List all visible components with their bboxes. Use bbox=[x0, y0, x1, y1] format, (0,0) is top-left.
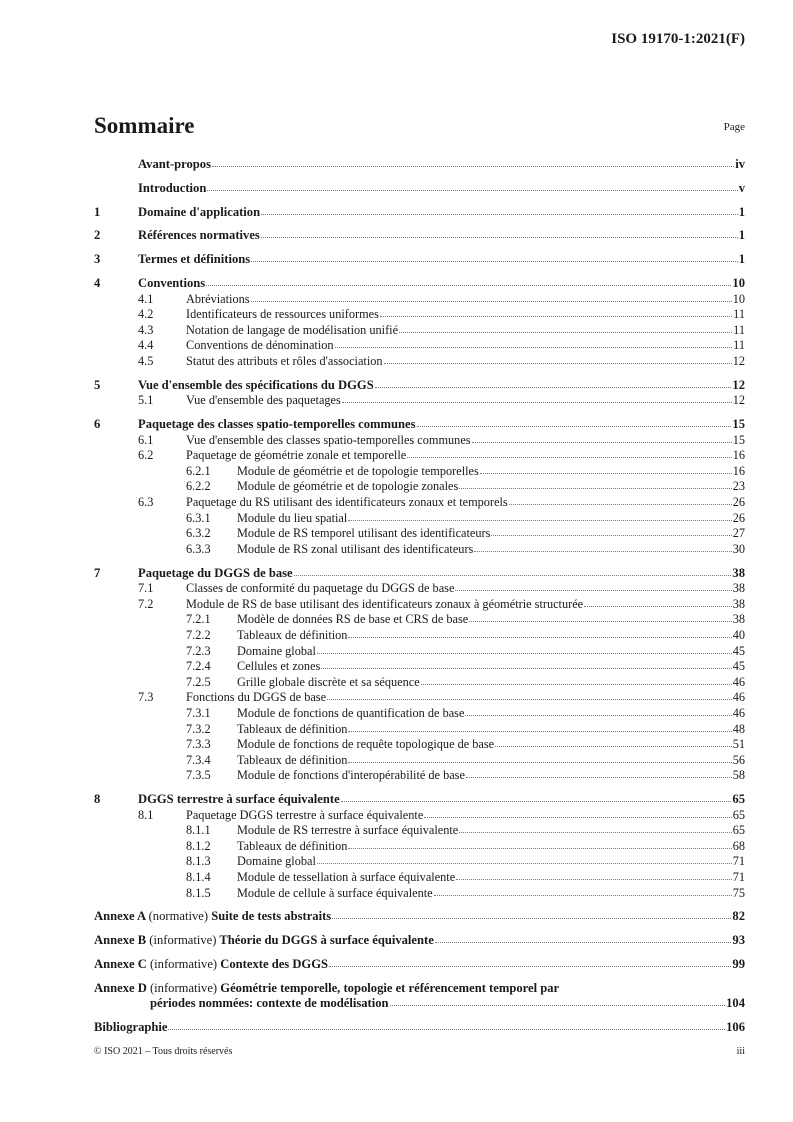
section-number: 7.2.1 bbox=[186, 612, 211, 627]
dot-leader bbox=[495, 736, 732, 747]
page-ref: 38 bbox=[732, 596, 745, 611]
section-title[interactable]: Module de cellule à surface équivalente bbox=[237, 885, 433, 900]
toc-entry[interactable] bbox=[94, 854, 745, 870]
dot-leader bbox=[294, 565, 732, 576]
section-title[interactable]: Tableaux de définition bbox=[237, 752, 348, 767]
page-ref: 58 bbox=[732, 768, 745, 783]
toc-entry[interactable] bbox=[94, 181, 745, 197]
toc-entry[interactable] bbox=[94, 870, 745, 886]
page-ref: 75 bbox=[732, 885, 745, 900]
page-ref: 10 bbox=[732, 275, 745, 290]
section-title[interactable]: Modèle de données RS de base et CRS de base bbox=[237, 612, 469, 627]
dot-leader bbox=[335, 337, 733, 348]
section-title[interactable]: Paquetage de géométrie zonale et temporelle bbox=[186, 448, 407, 463]
section-number: 7.3.4 bbox=[186, 752, 211, 767]
section-title[interactable]: Paquetage du RS utilisant des identificateurs zonaux et temporels bbox=[186, 495, 508, 509]
toc-entry[interactable] bbox=[94, 292, 745, 308]
annex-heading[interactable] bbox=[94, 909, 331, 925]
section-title[interactable]: Conventions de dénomination bbox=[186, 338, 334, 353]
section-title[interactable]: Abréviations bbox=[186, 291, 250, 306]
dot-leader bbox=[407, 447, 731, 458]
section-number: 5.1 bbox=[138, 393, 154, 408]
dot-leader bbox=[207, 180, 737, 191]
annex-label: Annexe D bbox=[94, 980, 147, 995]
annex-title: Théorie du DGGS à surface équivalente bbox=[219, 933, 434, 948]
dot-leader bbox=[472, 432, 732, 443]
annex-line bbox=[94, 933, 745, 949]
dot-leader bbox=[480, 463, 732, 474]
dot-leader bbox=[465, 705, 731, 716]
toc-entry[interactable] bbox=[94, 307, 745, 323]
page-ref: 1 bbox=[738, 252, 745, 267]
section-title[interactable]: Cellules et zones bbox=[237, 659, 321, 674]
annex-heading[interactable] bbox=[94, 981, 559, 997]
toc-entry[interactable] bbox=[94, 276, 745, 292]
section-number: 4.3 bbox=[138, 322, 154, 337]
annex-title: Suite de tests abstraits bbox=[211, 909, 332, 924]
section-number: 7.3.1 bbox=[186, 705, 211, 720]
section-number: 4 bbox=[94, 275, 101, 290]
section-number: 6 bbox=[94, 417, 101, 432]
annex-line bbox=[94, 909, 745, 925]
section-title[interactable]: Module de RS de base utilisant des identificateurs zonaux à géométrie structurée bbox=[186, 596, 584, 611]
page-ref: 38 bbox=[732, 565, 745, 580]
toc-entry[interactable] bbox=[94, 495, 745, 511]
dot-leader bbox=[261, 227, 738, 238]
section-title[interactable]: Module de fonctions d'interopérabilité de base bbox=[237, 768, 465, 783]
page-ref: 1 bbox=[738, 228, 745, 243]
page-ref: 16 bbox=[732, 463, 745, 478]
dot-leader bbox=[342, 392, 732, 403]
toc-entry[interactable] bbox=[94, 768, 745, 784]
toc-entry[interactable] bbox=[94, 706, 745, 722]
section-number: 8.1.2 bbox=[186, 838, 211, 853]
page-ref: 26 bbox=[732, 510, 745, 525]
section-number: 8.1.3 bbox=[186, 854, 211, 869]
dot-leader bbox=[455, 580, 731, 591]
page-title: Sommaire bbox=[94, 113, 195, 138]
section-number: 6.3 bbox=[138, 495, 154, 509]
page-ref: 27 bbox=[732, 526, 745, 541]
dot-leader bbox=[329, 956, 731, 967]
page-ref: 48 bbox=[732, 721, 745, 736]
section-number: 8.1.5 bbox=[186, 885, 211, 900]
dot-leader bbox=[251, 291, 732, 302]
page-ref: 51 bbox=[732, 737, 745, 752]
page-ref: 93 bbox=[732, 933, 745, 948]
dot-leader bbox=[384, 353, 732, 364]
page-ref: 82 bbox=[732, 909, 745, 924]
dot-leader bbox=[317, 853, 732, 864]
page-ref: 15 bbox=[732, 432, 745, 447]
section-title[interactable]: Conventions bbox=[138, 275, 206, 290]
section-number: 7.1 bbox=[138, 581, 154, 596]
page-ref: 65 bbox=[732, 792, 745, 807]
section-number: 3 bbox=[94, 252, 101, 267]
section-title[interactable]: Grille globale discrète et sa séquence bbox=[237, 674, 420, 689]
section-number: 7 bbox=[94, 565, 101, 580]
page-ref: iv bbox=[735, 157, 745, 171]
dot-leader bbox=[435, 932, 732, 943]
section-number: 8.1 bbox=[138, 807, 154, 822]
section-title[interactable]: Domaine d'application bbox=[138, 204, 261, 219]
toc-entry[interactable] bbox=[94, 792, 745, 808]
dot-leader bbox=[469, 611, 732, 622]
section-title[interactable]: Vue d'ensemble des paquetages bbox=[186, 393, 341, 408]
dot-leader bbox=[348, 838, 731, 849]
section-number: 7.3.5 bbox=[186, 768, 211, 783]
section-title[interactable]: Module de RS temporel utilisant des identificateurs bbox=[237, 526, 491, 541]
page-number: iii bbox=[736, 1046, 745, 1057]
section-title[interactable]: Module de fonctions de requête topologique de base bbox=[237, 737, 495, 752]
page-ref: 71 bbox=[732, 870, 745, 885]
section-title[interactable]: Module de tessellation à surface équivalente bbox=[237, 870, 456, 885]
toc-entry[interactable] bbox=[94, 722, 745, 738]
annex-label: Annexe B bbox=[94, 933, 147, 948]
section-number: 7.2.2 bbox=[186, 627, 211, 642]
section-title[interactable]: Module de RS zonal utilisant des identificateurs bbox=[237, 541, 474, 556]
section-number: 7.2 bbox=[138, 596, 154, 611]
copyright-notice: © ISO 2021 – Tous droits réservés bbox=[94, 1046, 233, 1057]
section-number: 6.1 bbox=[138, 432, 154, 447]
toc-entry[interactable] bbox=[94, 612, 745, 628]
dot-leader bbox=[348, 627, 731, 638]
dot-leader bbox=[375, 377, 732, 388]
section-title[interactable]: Tableaux de définition bbox=[237, 838, 348, 853]
table-of-contents bbox=[94, 157, 745, 1036]
page-ref: 11 bbox=[733, 307, 745, 322]
toc-entry[interactable] bbox=[94, 659, 745, 675]
toc-entry[interactable] bbox=[94, 823, 745, 839]
dot-leader bbox=[509, 494, 732, 505]
toc-entry[interactable] bbox=[94, 597, 745, 613]
page-ref: 11 bbox=[733, 338, 745, 353]
section-number: 4.4 bbox=[138, 338, 154, 353]
page-ref: 71 bbox=[732, 854, 745, 869]
annex-line bbox=[94, 981, 745, 997]
annex-entry[interactable] bbox=[94, 957, 745, 973]
section-number: 8.1.1 bbox=[186, 823, 211, 838]
toc-entry[interactable] bbox=[94, 393, 745, 409]
section-number: 6.2 bbox=[138, 448, 154, 463]
page-ref: 65 bbox=[732, 823, 745, 838]
toc-entry[interactable] bbox=[94, 737, 745, 753]
toc-entry[interactable] bbox=[94, 886, 745, 902]
toc-entry[interactable] bbox=[94, 511, 745, 527]
dot-leader bbox=[348, 721, 731, 732]
section-title[interactable]: Classes de conformité du paquetage du DGGS de base bbox=[186, 581, 455, 596]
page-ref: 12 bbox=[732, 353, 745, 368]
page-ref: 56 bbox=[732, 752, 745, 767]
dot-leader bbox=[206, 275, 731, 286]
toc-entry[interactable] bbox=[94, 675, 745, 691]
dot-leader bbox=[317, 643, 732, 654]
page-ref: 45 bbox=[732, 643, 745, 658]
toc-entry[interactable] bbox=[94, 157, 745, 173]
section-title[interactable]: Avant-propos bbox=[138, 157, 212, 171]
section-number: 6.2.1 bbox=[186, 463, 211, 478]
dot-leader bbox=[459, 822, 731, 833]
section-title[interactable]: DGGS terrestre à surface équivalente bbox=[138, 792, 340, 807]
annex-entry[interactable] bbox=[94, 981, 745, 1012]
page-ref: 26 bbox=[732, 495, 745, 509]
section-title[interactable]: Termes et définitions bbox=[138, 252, 251, 267]
page-column-label: Page bbox=[723, 121, 745, 133]
annex-title-continued: périodes nommées: contexte de modélisation bbox=[150, 996, 389, 1011]
toc-entry[interactable] bbox=[94, 839, 745, 855]
section-number: 6.3.2 bbox=[186, 526, 211, 541]
dot-leader bbox=[321, 658, 731, 669]
page-ref: 12 bbox=[732, 393, 745, 408]
page-ref: 46 bbox=[732, 690, 745, 705]
section-title[interactable]: Domaine global bbox=[237, 643, 316, 658]
page-ref: 46 bbox=[732, 674, 745, 689]
annex-entry[interactable] bbox=[94, 909, 745, 925]
annex-type: (informative) bbox=[149, 956, 218, 971]
dot-leader bbox=[491, 525, 731, 536]
annex-title: Géométrie temporelle, topologie et référencement temporel par bbox=[220, 980, 560, 995]
section-number: 2 bbox=[94, 228, 101, 243]
dot-leader bbox=[348, 752, 731, 763]
page-ref: 38 bbox=[732, 612, 745, 627]
section-title[interactable]: Vue d'ensemble des spécifications du DGGS bbox=[138, 377, 374, 392]
section-number: 6.3.3 bbox=[186, 541, 211, 556]
dot-leader bbox=[459, 478, 731, 489]
page-ref: 40 bbox=[732, 627, 745, 642]
page-ref: 30 bbox=[732, 541, 745, 556]
page-ref: 38 bbox=[732, 581, 745, 596]
section-title[interactable]: Module de géométrie et de topologie zonales bbox=[237, 479, 459, 494]
toc-entry[interactable] bbox=[94, 644, 745, 660]
dot-leader bbox=[261, 204, 738, 215]
section-number: 4.2 bbox=[138, 307, 154, 322]
toc-entry[interactable] bbox=[94, 690, 745, 706]
section-number: 7.3 bbox=[138, 690, 154, 705]
dot-leader bbox=[380, 306, 732, 317]
toc-entry[interactable] bbox=[94, 338, 745, 354]
toc-entry[interactable] bbox=[94, 252, 745, 268]
section-number: 6.2.2 bbox=[186, 479, 211, 494]
bibliography-entry[interactable] bbox=[94, 1020, 745, 1036]
page-footer bbox=[94, 1046, 745, 1057]
toc-entry[interactable] bbox=[94, 628, 745, 644]
toc-entry[interactable] bbox=[94, 542, 745, 558]
section-number: 6.3.1 bbox=[186, 510, 211, 525]
toc-entry[interactable] bbox=[94, 581, 745, 597]
dot-leader bbox=[434, 885, 732, 896]
annex-line bbox=[94, 996, 745, 1012]
section-title[interactable]: Module de géométrie et de topologie temporelles bbox=[237, 463, 479, 478]
bibliography-line bbox=[94, 1020, 745, 1036]
section-title[interactable]: Paquetage DGGS terrestre à surface équivalente bbox=[186, 807, 424, 822]
dot-leader bbox=[251, 251, 738, 262]
bibliography-title[interactable]: Bibliographie bbox=[94, 1020, 168, 1035]
dot-leader bbox=[341, 791, 732, 802]
toc-entry[interactable] bbox=[94, 566, 745, 582]
annex-title: Contexte des DGGS bbox=[220, 956, 329, 971]
dot-leader bbox=[332, 908, 731, 919]
section-title[interactable]: Fonctions du DGGS de base bbox=[186, 690, 327, 705]
dot-leader bbox=[424, 807, 731, 818]
annex-entry[interactable] bbox=[94, 933, 745, 949]
section-number: 7.3.3 bbox=[186, 737, 211, 752]
annex-heading[interactable] bbox=[94, 957, 328, 973]
section-number: 8 bbox=[94, 792, 101, 807]
annex-type: (informative) bbox=[149, 980, 218, 995]
dot-leader bbox=[327, 689, 732, 700]
document-id-header: ISO 19170-1:2021(F) bbox=[611, 31, 745, 47]
section-title[interactable]: Paquetage des classes spatio-temporelles communes bbox=[138, 417, 416, 432]
toc-entry[interactable] bbox=[94, 378, 745, 394]
dot-leader bbox=[417, 416, 732, 427]
section-number: 1 bbox=[94, 204, 101, 219]
annex-label: Annexe A bbox=[94, 909, 146, 924]
toc-entry[interactable] bbox=[94, 448, 745, 464]
annex-line bbox=[94, 957, 745, 973]
toc-entry[interactable] bbox=[94, 479, 745, 495]
page-ref: 65 bbox=[732, 807, 745, 822]
annex-heading[interactable] bbox=[94, 933, 434, 949]
section-title[interactable]: Vue d'ensemble des classes spatio-temporelles communes bbox=[186, 432, 471, 447]
toc-entry[interactable] bbox=[94, 433, 745, 449]
annex-type: (normative) bbox=[148, 909, 209, 924]
page-ref: 10 bbox=[732, 291, 745, 306]
section-title[interactable]: Tableaux de définition bbox=[237, 721, 348, 736]
section-title[interactable]: Références normatives bbox=[138, 228, 260, 243]
dot-leader bbox=[584, 596, 732, 607]
section-number: 7.2.3 bbox=[186, 643, 211, 658]
section-number: 7.2.5 bbox=[186, 674, 211, 689]
toc-entry[interactable] bbox=[94, 417, 745, 433]
page-ref: 12 bbox=[732, 377, 745, 392]
section-title[interactable]: Tableaux de définition bbox=[237, 627, 348, 642]
page-ref: 1 bbox=[738, 204, 745, 219]
toc-entry[interactable] bbox=[94, 354, 745, 370]
page-ref: 99 bbox=[732, 956, 745, 971]
annex-label: Annexe C bbox=[94, 956, 147, 971]
page-ref: 11 bbox=[733, 322, 745, 337]
page-ref: 45 bbox=[732, 659, 745, 674]
page-ref: 23 bbox=[732, 479, 745, 494]
toc-entry[interactable] bbox=[94, 526, 745, 542]
section-title[interactable]: Paquetage du DGGS de base bbox=[138, 565, 293, 580]
page-ref: 15 bbox=[732, 417, 745, 432]
section-title[interactable]: Module de RS terrestre à surface équivalente bbox=[237, 823, 459, 838]
section-number: 7.2.4 bbox=[186, 659, 211, 674]
dot-leader bbox=[399, 322, 732, 333]
section-title[interactable]: Module du lieu spatial bbox=[237, 510, 348, 525]
page-ref: 46 bbox=[732, 705, 745, 720]
section-number: 7.3.2 bbox=[186, 721, 211, 736]
section-title[interactable]: Identificateurs de ressources uniformes bbox=[186, 307, 379, 322]
page-ref: 106 bbox=[726, 1020, 745, 1035]
toc-entry[interactable] bbox=[94, 808, 745, 824]
page-ref: v bbox=[738, 180, 745, 195]
page-ref: 68 bbox=[732, 838, 745, 853]
toc-entry[interactable] bbox=[94, 464, 745, 480]
toc-entry[interactable] bbox=[94, 323, 745, 339]
dot-leader bbox=[466, 767, 732, 778]
section-title[interactable]: Introduction bbox=[138, 180, 207, 195]
page-ref: 104 bbox=[726, 996, 745, 1011]
toc-entry[interactable] bbox=[94, 753, 745, 769]
section-number: 4.1 bbox=[138, 291, 154, 306]
section-title[interactable]: Domaine global bbox=[237, 854, 316, 869]
dot-leader bbox=[474, 541, 731, 552]
dot-leader bbox=[212, 156, 734, 167]
section-number: 4.5 bbox=[138, 353, 154, 368]
dot-leader bbox=[421, 674, 732, 685]
section-title[interactable]: Module de fonctions de quantification de base bbox=[237, 705, 465, 720]
dot-leader bbox=[168, 1019, 725, 1030]
dot-leader bbox=[348, 510, 731, 521]
dot-leader bbox=[390, 995, 726, 1006]
annex-type: (informative) bbox=[149, 933, 217, 948]
section-number: 8.1.4 bbox=[186, 870, 211, 885]
toc-entry[interactable] bbox=[94, 228, 745, 244]
section-title[interactable]: Notation de langage de modélisation unifié bbox=[186, 322, 399, 337]
section-title[interactable]: Statut des attributs et rôles d'association bbox=[186, 353, 383, 368]
toc-entry[interactable] bbox=[94, 205, 745, 221]
page-ref: 16 bbox=[732, 448, 745, 463]
section-number: 5 bbox=[94, 377, 101, 392]
dot-leader bbox=[456, 869, 732, 880]
